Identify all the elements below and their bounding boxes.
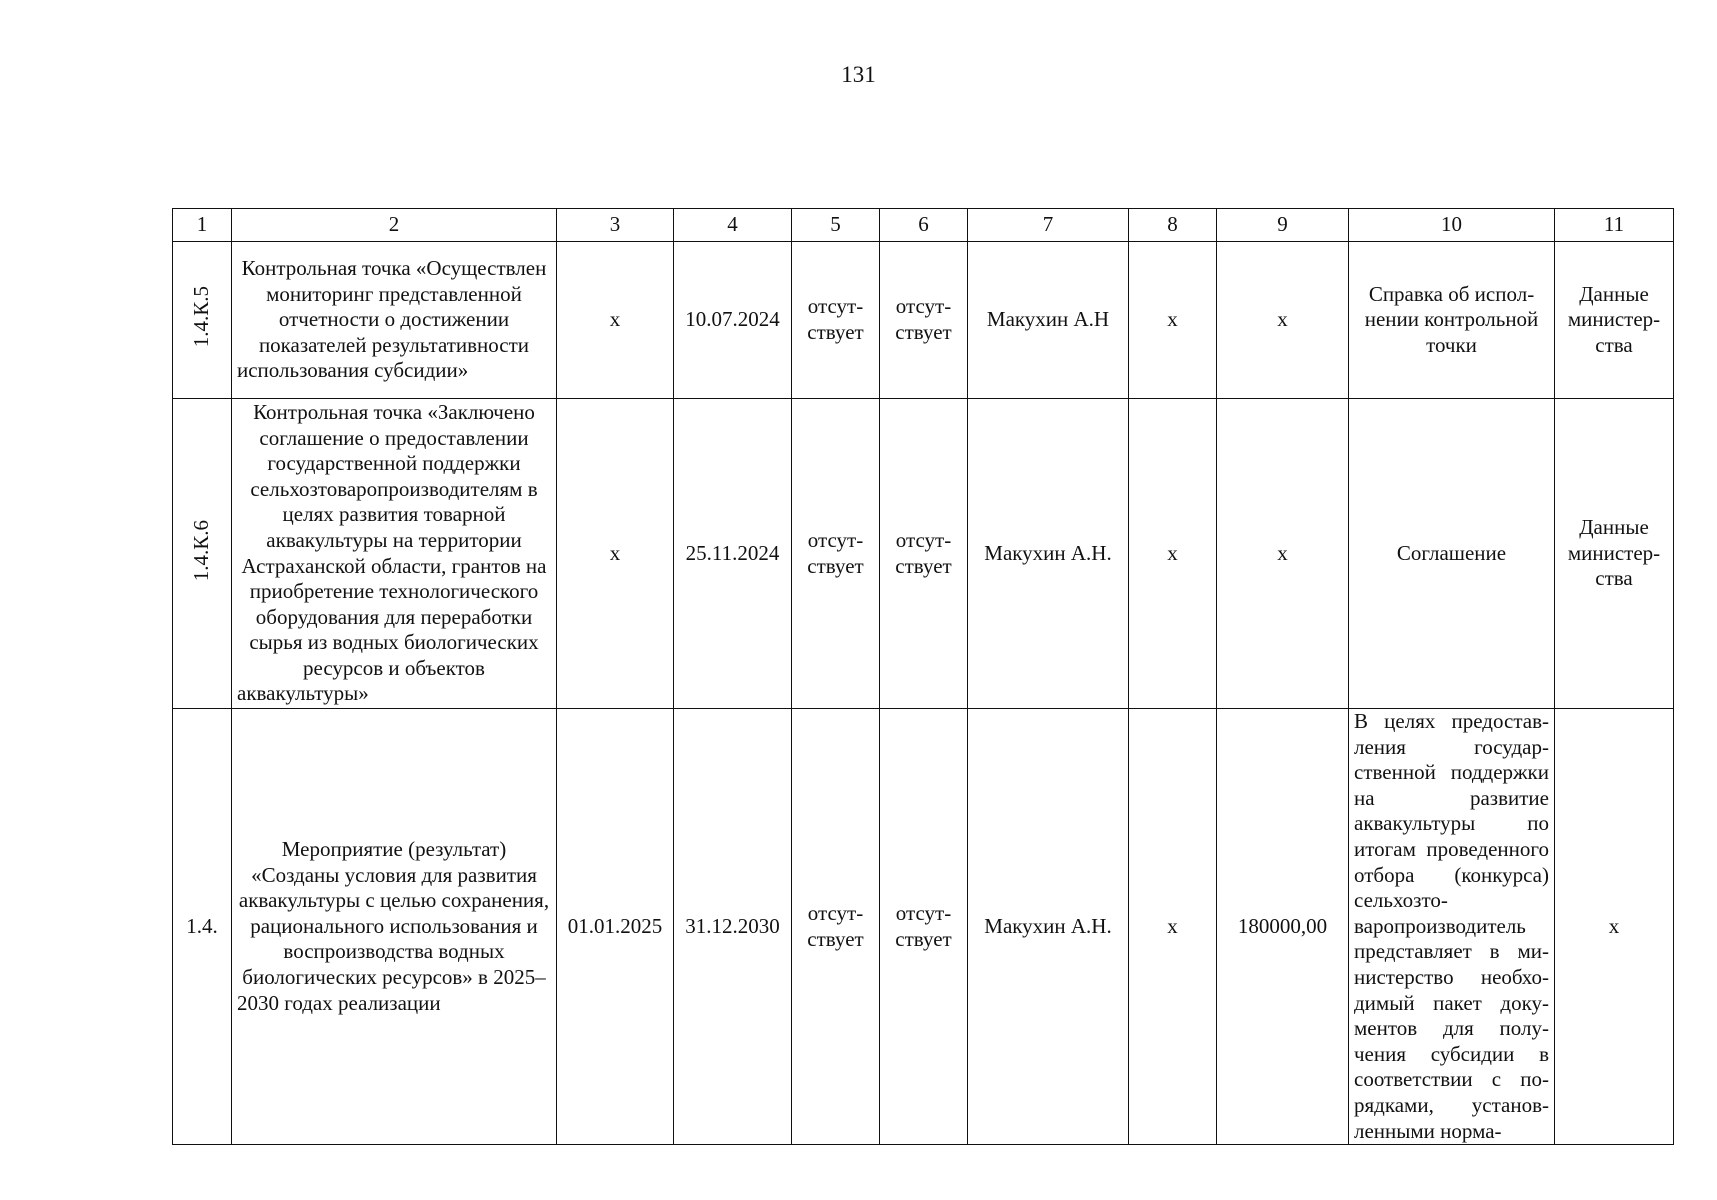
column-header: 10 bbox=[1349, 209, 1555, 242]
column-header: 9 bbox=[1217, 209, 1349, 242]
header-row bbox=[173, 209, 1674, 242]
row-col8: x bbox=[1129, 399, 1217, 709]
row-start-date: 01.01.2025 bbox=[557, 709, 674, 1145]
row-end-date: 25.11.2024 bbox=[674, 399, 792, 709]
row-document: В целях предоставления государственной поддержки на развитие аквакультуры по итогам проведенного отбора (конкурса) сельхозтоваропроизводитель представляет в министерство необходимый пакет документов для получения субсидии в соответствии с порядками, установленными норма- bbox=[1349, 709, 1555, 1145]
row-code: 1.4. bbox=[173, 709, 232, 1145]
row-col8: x bbox=[1129, 709, 1217, 1145]
row-code-cell bbox=[173, 242, 232, 399]
plan-table bbox=[172, 208, 1674, 1145]
column-header: 1 bbox=[173, 209, 232, 242]
row-responsible: Макухин А.Н. bbox=[968, 709, 1129, 1145]
table-row bbox=[173, 399, 1674, 709]
row-col6: отсутствует bbox=[880, 242, 968, 399]
row-document: Соглашение bbox=[1349, 399, 1555, 709]
row-source: Данные министерства bbox=[1555, 242, 1674, 399]
column-header: 8 bbox=[1129, 209, 1217, 242]
column-header: 2 bbox=[232, 209, 557, 242]
row-start-date: x bbox=[557, 242, 674, 399]
row-name: Контрольная точка «Осуществлен мониторинг представленной отчетности о достижении показателей результативности использования субсидии» bbox=[232, 242, 557, 399]
row-name: Контрольная точка «Заключено соглашение о предоставлении государственной поддержки сельхозтоваропроизводителям в целях развития товарной аквакультуры на территории Астраханской области, грантов на приобретение технологического оборудования для переработки сырья из водных биологических ресурсов и объектов аквакультуры» bbox=[232, 399, 557, 709]
row-code: 1.4.К.6 bbox=[189, 519, 214, 581]
row-col5: отсутствует bbox=[792, 242, 880, 399]
column-header: 11 bbox=[1555, 209, 1674, 242]
row-start-date: x bbox=[557, 399, 674, 709]
row-responsible: Макухин А.Н bbox=[968, 242, 1129, 399]
table-row bbox=[173, 709, 1674, 1145]
row-col6: отсутствует bbox=[880, 709, 968, 1145]
row-col5: отсутствует bbox=[792, 399, 880, 709]
row-code: 1.4.К.5 bbox=[189, 286, 214, 348]
column-header: 7 bbox=[968, 209, 1129, 242]
column-header: 6 bbox=[880, 209, 968, 242]
row-document: Справка об исполнении контрольной точки bbox=[1349, 242, 1555, 399]
column-header: 5 bbox=[792, 209, 880, 242]
row-end-date: 10.07.2024 bbox=[674, 242, 792, 399]
row-col9: 180000,00 bbox=[1217, 709, 1349, 1145]
column-header: 3 bbox=[557, 209, 674, 242]
row-col6: отсутствует bbox=[880, 399, 968, 709]
row-col9: x bbox=[1217, 242, 1349, 399]
page-number: 131 bbox=[841, 62, 876, 87]
row-source: x bbox=[1555, 709, 1674, 1145]
row-name: Мероприятие (результат) «Созданы условия для развития аквакультуры с целью сохранения, рационального использования и воспроизводства водных биологических ресурсов» в 2025–2030 годах реализации bbox=[232, 709, 557, 1145]
row-source: Данные министерства bbox=[1555, 399, 1674, 709]
row-code-cell bbox=[173, 399, 232, 709]
row-col5: отсутствует bbox=[792, 709, 880, 1145]
column-header: 4 bbox=[674, 209, 792, 242]
row-col8: x bbox=[1129, 242, 1217, 399]
row-col9: x bbox=[1217, 399, 1349, 709]
row-responsible: Макухин А.Н. bbox=[968, 399, 1129, 709]
table-row bbox=[173, 242, 1674, 399]
row-end-date: 31.12.2030 bbox=[674, 709, 792, 1145]
